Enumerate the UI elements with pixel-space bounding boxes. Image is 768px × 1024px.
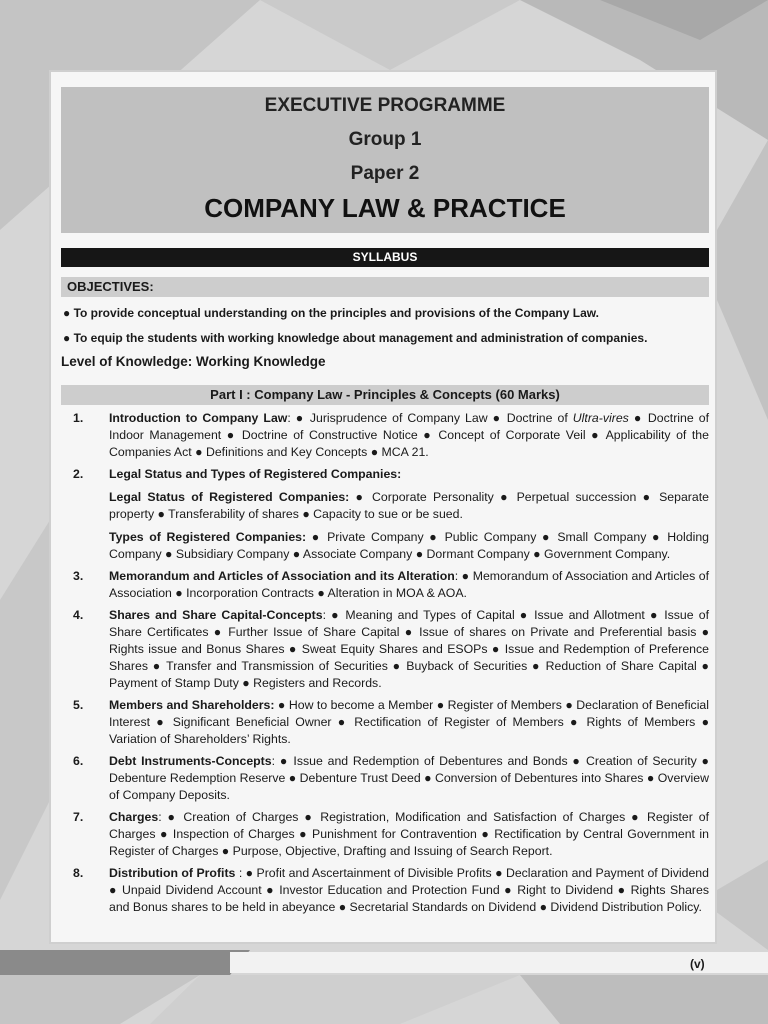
objective-item: ● To equip the students with working knowledge about management and administration of companies. (63, 331, 648, 345)
topic-item (61, 697, 709, 748)
topic-title: Debt Instruments-Concepts (109, 754, 272, 768)
subtopic-title: Types of Registered Companies: (109, 530, 307, 544)
topic-text: ● Doctrine of Indoor Management ● Doctrine of Constructive Notice ● Concept of Corporate Veil ● Applicability of the Companies Act ● Definitions and Key Concepts ● MCA 21. (109, 411, 709, 459)
topic-number: 2. (73, 467, 84, 481)
topic-item (61, 809, 709, 860)
topic-title: Members and Shareholders: (109, 698, 275, 712)
programme-title: EXECUTIVE PROGRAMME (264, 95, 506, 116)
paper-label: Paper 2 (350, 163, 420, 184)
topic-title: Charges (109, 810, 159, 824)
topic-number: 5. (73, 698, 84, 712)
subtopic-text: ● Private Company ● Public Company ● Small Company ● Holding Company ● Subsidiary Company ● Associate Company ● Dormant Company ● Government Company. (109, 530, 710, 561)
topic-title: Introduction to Company Law (109, 411, 288, 425)
subtopic (109, 489, 709, 523)
topic-number: 4. (73, 608, 84, 622)
header-box (61, 87, 709, 233)
topic-text: : ● Issue and Redemption of Debentures and Bonds ● Creation of Security ● Debenture Redemption Reserve ● Debenture Trust Deed ● Conversion of Debentures into Shares ● Overview of Company Deposits. (109, 754, 709, 802)
topic-number: 1. (73, 411, 84, 425)
topic-number: 8. (73, 866, 84, 880)
topic-number: 3. (73, 569, 84, 583)
group-label: Group 1 (348, 129, 422, 150)
page-number: (v) (690, 957, 705, 971)
topic-text: : ● Jurisprudence of Company Law ● Doctrine of (287, 411, 573, 425)
subtopic-title: Legal Status of Registered Companies: (109, 490, 350, 504)
topic-item (61, 607, 709, 692)
footer-strip (230, 952, 768, 973)
topic-text: : ● Profit and Ascertainment of Divisible Profits ● Declaration and Payment of Dividend ● Unpaid Dividend Account ● Investor Education and Protection Fund ● Right to Dividend ● Rights Shares and Bonus shares to be held in abeyance ● Secretarial Standards on Dividend ● Dividend Distribution Policy. (109, 866, 709, 914)
topic-title: Memorandum and Articles of Association and its Alteration (109, 569, 455, 583)
subtopic (109, 529, 709, 563)
topic-number: 7. (73, 810, 84, 824)
topic-text: : ● Memorandum of Association and Articles of Association ● Incorporation Contracts ● Alteration in MOA & AOA. (109, 569, 709, 600)
syllabus-page (49, 70, 717, 944)
topic-title: Legal Status and Types of Registered Companies: (109, 467, 402, 481)
topic-item (61, 753, 709, 804)
topic-list (61, 410, 709, 921)
topic-text: ● How to become a Member ● Register of Members ● Declaration of Beneficial Interest ● Significant Beneficial Owner ● Rectification of Register of Members ● Rights of Members ● Variation of Shareholders’ Rights. (109, 698, 709, 746)
part-heading: Part I : Company Law - Principles & Concepts (60 Marks) (61, 385, 709, 405)
topic-title: Distribution of Profits (109, 866, 236, 880)
topic-title: Shares and Share Capital-Concepts (109, 608, 323, 622)
subject-title: COMPANY LAW & PRACTICE (204, 193, 566, 223)
level-of-knowledge: Level of Knowledge: Working Knowledge (61, 354, 326, 369)
topic-text: : ● Creation of Charges ● Registration, Modification and Satisfaction of Charges ● Register of Charges ● Inspection of Charges ● Punishment for Contravention ● Rectification by Central Government in Register of Charges ● Purpose, Objective, Drafting and Issuing of Search Report. (109, 810, 709, 858)
objective-item: ● To provide conceptual understanding on the principles and provisions of the Company Law. (63, 306, 599, 320)
topic-number: 6. (73, 754, 84, 768)
topic-text-italic: Ultra-vires (572, 411, 629, 425)
topic-text: : ● Meaning and Types of Capital ● Issue and Allotment ● Issue of Share Certificates ● Further Issue of Share Capital ● Issue of shares on Private and Preferential basis ● Rights issue and Bonus Shares ● Sweat Equity Shares and ESOPs ● Issue and Redemption of Preference Shares ● Transfer and Transmission of Securities ● Buyback of Securities ● Reduction of Share Capital ● Payment of Stamp Duty ● Registers and Records. (109, 608, 709, 690)
objectives-heading: OBJECTIVES: (61, 277, 709, 297)
topic-item (61, 865, 709, 916)
syllabus-heading: SYLLABUS (61, 248, 709, 267)
topic-item (61, 568, 709, 602)
topic-item (61, 466, 709, 563)
topic-item (61, 410, 709, 461)
subtopic-text: ● Corporate Personality ● Perpetual succession ● Separate property ● Transferability of shares ● Capacity to sue or be sued. (109, 490, 709, 521)
